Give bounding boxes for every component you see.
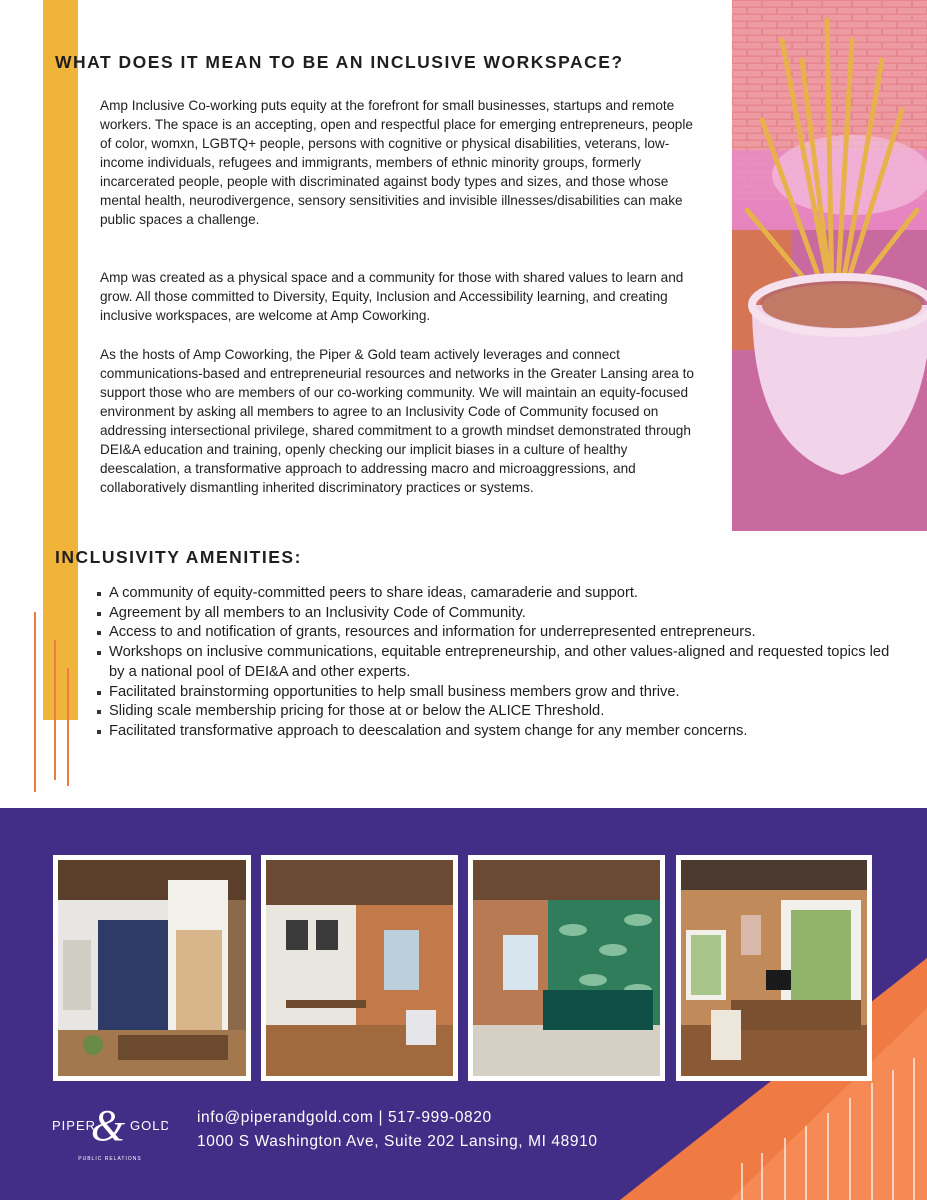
logo-ampersand: & [90,1102,126,1150]
list-item: Facilitated transformative approach to deescalation and system change for any member concerns. [96,722,896,742]
paragraph-community: Amp was created as a physical space and a community for those with shared values to learn and grow. All those committed to Diversity, Equity, Inclusion and Accessibility learning, and creating inclusive workspaces, are welcome at Amp Coworking. [100,270,684,323]
list-item: Facilitated brainstorming opportunities to help small business members grow and thrive. [96,683,896,703]
logo-subtitle: PUBLIC RELATIONS [78,1156,142,1162]
office-photo-1 [53,855,251,1081]
section-heading-amenities: INCLUSIVITY AMENITIES: [55,547,302,567]
office-photo-2 [261,855,458,1081]
contact-line-address: 1000 S Washington Ave, Suite 202 Lansing, MI 48910 [197,1133,598,1150]
plant-photo [732,0,927,531]
paragraph-intro: Amp Inclusive Co-working puts equity at the forefront for small businesses, startups and remote workers. The space is an accepting, open and respectful place for emerging entrepreneurs, people of color, womxn, LGBTQ+ people, persons with cognitive or physical disabilities, veterans, low-income individuals, refugees and immigrants, members of ethnic minority groups, formerly incarcerated people, people with discriminated against body types and sizes, and those whose mental health, neurodivergence, sensory sensitivities and invisible illnesses/disabilities can make public spaces a challenge. [100,98,693,227]
amenities-list [96,584,896,742]
office-photo-4-illustration [681,860,867,1076]
logo-piper: PIPER [52,1118,97,1133]
office-photo-1-illustration [58,860,246,1076]
office-photo-2-illustration [266,860,453,1076]
orange-accent-line-3 [67,668,69,786]
section-heading-inclusive-workspace: WHAT DOES IT MEAN TO BE AN INCLUSIVE WORKSPACE? [55,52,624,72]
office-photo-3-illustration [473,860,660,1076]
logo-gold: GOLD [130,1118,168,1133]
paragraph-hosts: As the hosts of Amp Coworking, the Piper & Gold team actively leverages and connect communications-based and entrepreneurial resources and networks in the Greater Lansing area to support those who are members of our co-working community. We will maintain an equity-focused environment by asking all members to agree to an Inclusivity Code of Community focused on addressing intersectional privilege, shared commitment to a growth mindset demonstrated through DEI&A education and training, openly checking our implicit biases in a culture of healthy deescalation, a transformative approach to addressing macro and microaggressions, and collaboratively dismantling inherited discriminatory practices or systems. [100,347,694,495]
list-item: A community of equity-committed peers to share ideas, camaraderie and support. [96,584,896,604]
gold-accent-bar [43,0,78,720]
orange-accent-line-2 [54,640,56,780]
plant-photo-illustration [732,0,927,531]
contact-line-email-phone: info@piperandgold.com | 517-999-0820 [197,1109,492,1126]
list-item: Workshops on inclusive communications, equitable entrepreneurship, and other values-aligned and requested topics led by a national pool of DEI&A and other experts. [96,643,896,682]
office-photo-4 [676,855,872,1081]
orange-accent-line-1 [34,612,36,792]
piper-gold-logo [52,1102,168,1166]
list-item: Access to and notification of grants, resources and information for underrepresented entrepreneurs. [96,623,896,643]
list-item: Agreement by all members to an Inclusivity Code of Community. [96,604,896,624]
office-photo-3 [468,855,665,1081]
list-item: Sliding scale membership pricing for those at or below the ALICE Threshold. [96,702,896,722]
logo-graphic [52,1102,168,1166]
